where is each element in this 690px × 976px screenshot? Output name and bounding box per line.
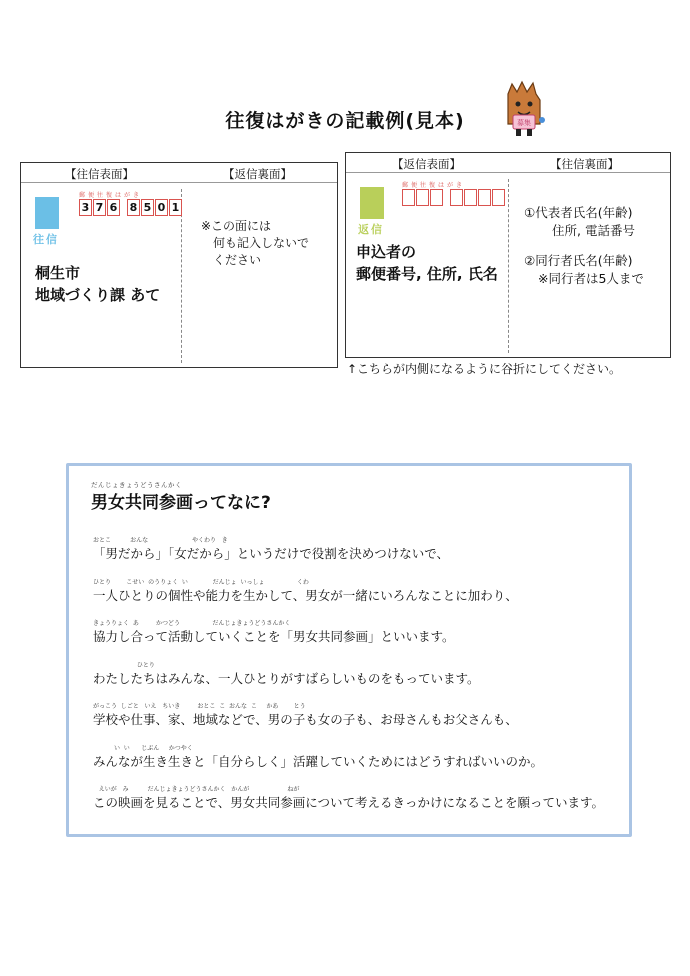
stamp-label: 返信 [358,223,384,236]
postal-digit: 5 [141,199,154,216]
header-outgoing-back: 【往信裏面】 [550,157,619,171]
explanation-box [66,463,632,837]
paragraph-text: わたしたちはみんな、一人ひとりがすばらしいものをもっています。 [93,670,480,686]
paragraph-text: 学校や仕事、家、地域などで、男の子も女の子も、お母さんもお父さんも、 [93,712,518,727]
postal-digit: 1 [169,199,182,216]
paragraph-text: 「男だから」「女だから」というだけで役割を決めつけないで、 [93,546,450,561]
required-items [524,204,644,288]
applicant-line: 郵便番号, 住所, 氏名 [356,265,498,283]
postal-digit: 3 [79,199,92,216]
postal-code [79,199,182,216]
note-line: ※この面には [201,219,272,233]
item-line: ②同行者氏名(年齢) [524,253,633,268]
address-line: 地域づくり課 あて [35,286,161,304]
page-title: 往復はがきの記載例(見本) [225,110,465,132]
card-header [21,163,337,183]
paragraph-text: この映画を見ることで、男女共同参画について考えるきっかけになることを願っています。 [93,795,605,810]
applicant-info [356,241,498,285]
postal-code-empty [402,189,505,206]
paragraph-ruby: ひとり [93,661,155,669]
reply-back-note [201,218,309,269]
paragraph-ruby: おとこ おんな やくわり き [93,537,228,544]
reply-card [345,152,671,358]
paragraph-ruby: きょうりょく あ かつどう だんじょきょうどうさんかく [93,620,291,627]
note-line: ください [213,253,262,267]
item-line: ①代表者氏名(年齢) [524,205,633,220]
mascot-badge-text: 募集 [517,119,531,127]
postal-digit-empty [402,189,415,206]
address-line: 桐生市 [35,264,81,282]
postal-digit: 6 [107,199,120,216]
fold-note: ↑こちらが内側になるように谷折にしてください。 [347,362,622,376]
postal-code-block [402,180,505,206]
fold-line [508,179,509,353]
postal-digit: 7 [93,199,106,216]
postal-digit: 8 [127,199,140,216]
paragraph-text: みんなが生き生きと「自分らしく」活躍していくためにはどうすればいいのか。 [93,753,544,769]
postal-digit-empty [464,189,477,206]
paragraph-text: 協力し合って活動していくことを「男女共同参画」といいます。 [93,629,455,644]
postal-digit-empty [492,189,505,206]
item-line: ※同行者は5人まで [538,271,644,286]
stamp-label: 往信 [33,233,59,246]
stamp-area [35,197,59,229]
address [35,262,160,306]
applicant-line: 申込者の [356,243,417,261]
postal-code-block [79,190,182,216]
postal-digit-empty [416,189,429,206]
paragraph-ruby: ひとり こせい のうりょく い だんじょ いっしょ くわ [93,578,309,586]
paragraph-text: 一人ひとりの個性や能力を生かして、男女が一緒にいろんなことに加わり、 [93,587,518,603]
mascot-icon [502,80,546,138]
header-outgoing-front: 【往信表面】 [65,167,134,181]
card-header [346,153,670,173]
paragraph-ruby: えいが み だんじょきょうどうさんかく かんが ねが [93,786,300,793]
postal-digit-empty [450,189,463,206]
outgoing-card [20,162,338,368]
note-line: 何も記入しないで [213,236,310,250]
stamp-area [360,187,384,219]
postal-digit-empty [478,189,491,206]
postal-label: 郵便往復はがき [402,182,466,189]
paragraph-ruby: い い じぶん かつやく [93,744,193,752]
postal-digit: 0 [155,199,168,216]
title-ruby: だんじょきょうどうさんかく [91,481,182,489]
paragraph-ruby: がっこう しごと いえ ちいき おとこ こ おんな こ かあ とう [93,703,306,710]
item-line: 住所, 電話番号 [552,223,635,238]
postal-label: 郵便往復はがき [79,192,143,199]
header-reply-back: 【返信裏面】 [223,167,292,181]
box-title: 男女共同参画ってなに? [91,493,271,513]
postal-digit-empty [430,189,443,206]
header-reply-front: 【返信表面】 [392,157,461,171]
